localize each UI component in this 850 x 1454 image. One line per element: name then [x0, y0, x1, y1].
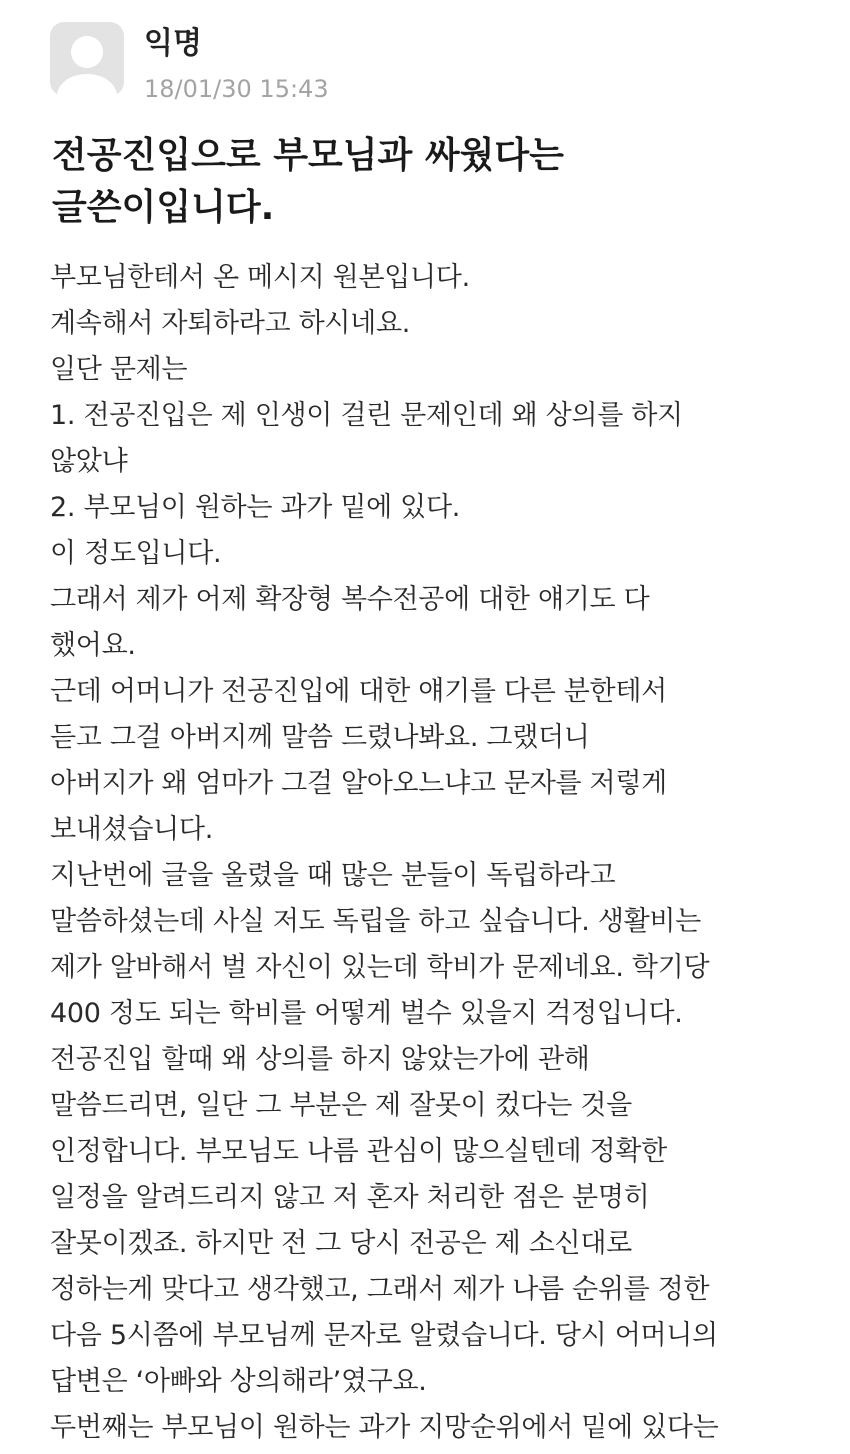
- post-body-line: 말씀드리면, 일단 그 부분은 제 잘못이 컸다는 것을: [50, 1090, 632, 1121]
- post-header: [50, 22, 329, 102]
- post-body-line: 정하는게 맞다고 생각했고, 그래서 제가 나름 순위를 정한: [50, 1274, 710, 1305]
- post-body-line: 근데 어머니가 전공진입에 대한 얘기를 다른 분한테서: [50, 676, 667, 707]
- post-title: [52, 130, 822, 234]
- post-body-line: 2. 부모님이 원하는 과가 밑에 있다.: [50, 492, 461, 523]
- post-body-line: 했어요.: [50, 630, 136, 661]
- post-body-line: 제가 알바해서 벌 자신이 있는데 학비가 문제네요. 학기당: [50, 952, 710, 983]
- user-silhouette-icon: [50, 22, 124, 96]
- post-body: [50, 255, 830, 1451]
- post-body-line: 다음 5시쯤에 부모님께 문자로 알렸습니다. 당시 어머니의: [50, 1320, 718, 1351]
- post-body-line: 전공진입 할때 왜 상의를 하지 않았는가에 관해: [50, 1044, 590, 1075]
- post-body-line: 답변은 ‘아빠와 상의해라’였구요.: [50, 1366, 427, 1397]
- post-body-line: 인정합니다. 부모님도 나름 관심이 많으실텐데 정확한: [50, 1136, 667, 1167]
- post-body-line: 부모님한테서 온 메시지 원본입니다.: [50, 262, 470, 293]
- post-body-line: 일단 문제는: [50, 354, 188, 385]
- post-timestamp: 18/01/30 15:43: [144, 75, 329, 103]
- post-body-line: 보내셨습니다.: [50, 814, 213, 845]
- post-body-line: 계속해서 자퇴하라고 하시네요.: [50, 308, 411, 339]
- post-body-line: 지난번에 글을 올렸을 때 많은 분들이 독립하라고: [50, 860, 616, 891]
- post-title-line: 글쓴이입니다.: [52, 187, 275, 228]
- author-name: 익명: [144, 26, 202, 61]
- post-body-line: 일정을 알려드리지 않고 저 혼자 처리한 점은 분명히: [50, 1182, 650, 1213]
- post-title-line: 전공진입으로 부모님과 싸웠다는: [52, 135, 564, 176]
- post-body-line: 않았냐: [50, 446, 128, 477]
- post-body-line: 400 정도 되는 학비를 어떻게 벌수 있을지 걱정입니다.: [50, 998, 683, 1029]
- post-body-line: 두번째는 부모님이 원하는 과가 지망순위에서 밑에 있다는: [50, 1412, 719, 1443]
- author-meta: [144, 22, 329, 104]
- post-body-line: 잘못이겠죠. 하지만 전 그 당시 전공은 제 소신대로: [50, 1228, 632, 1259]
- post-body-line: 그래서 제가 어제 확장형 복수전공에 대한 얘기도 다: [50, 584, 650, 615]
- post-body-line: 말씀하셨는데 사실 저도 독립을 하고 싶습니다. 생활비는: [50, 906, 701, 937]
- post-body-line: 1. 전공진입은 제 인생이 걸린 문제인데 왜 상의를 하지: [50, 400, 683, 431]
- post-body-line: 듣고 그걸 아버지께 말씀 드렸나봐요. 그랬더니: [50, 722, 590, 753]
- avatar[interactable]: [50, 22, 124, 96]
- post-body-line: 이 정도입니다.: [50, 538, 222, 569]
- post-body-line: 아버지가 왜 엄마가 그걸 알아오느냐고 문자를 저렇게: [50, 768, 667, 799]
